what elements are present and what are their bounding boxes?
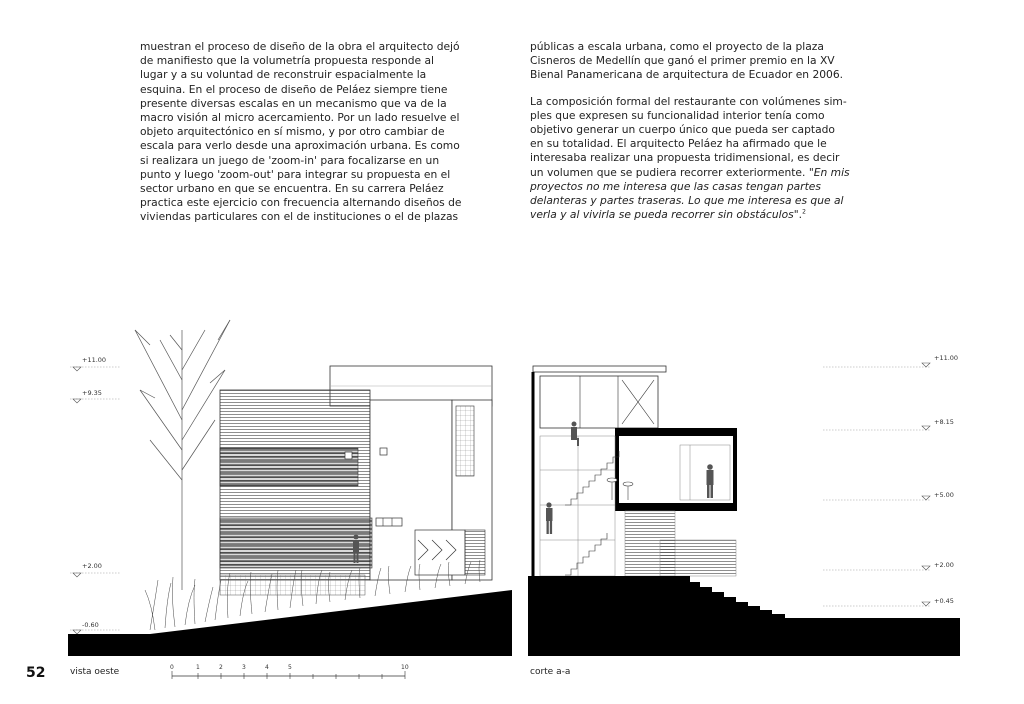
text-line: macro visión al micro acercamiento. Por un lado resuelve el: [140, 111, 460, 125]
level-marker: [70, 621, 120, 634]
scale-label: 0: [170, 664, 174, 671]
text-line: interesaba realizar una propuesta tridimensional, es decir: [530, 151, 840, 165]
text-line: si realizara un juego de 'zoom-in' para focalizarse en un: [140, 153, 440, 167]
text-line: lugar y a su voluntad de reconstruir espacialmente la: [140, 68, 427, 82]
level-label: -0.60: [82, 621, 99, 629]
text-line: ples que expresen su funcionalidad interior tenía como: [530, 108, 825, 122]
level-marker: [70, 562, 120, 577]
level-marker: [823, 561, 954, 570]
quote-text: proyectos no me interesa que las casas tengan partes: [530, 179, 821, 193]
page-number: 52: [26, 665, 46, 681]
text-line: Bienal Panamericana de arquitectura de Ecuador en 2006.: [530, 68, 844, 82]
level-marker: [823, 418, 954, 430]
text-line: escala para verlo desde una aproximación urbana. Es como: [140, 139, 460, 153]
text-line: de manifiesto que la volumetría propuesta responde al: [140, 54, 434, 68]
text-line: sector urbano en que se encuentra. En su carrera Peláez: [140, 182, 444, 196]
text-line: practica este ejercicio con frecuencia alternando diseños de: [140, 196, 462, 210]
tree-drawing: [135, 320, 230, 590]
level-label: +2.00: [934, 561, 954, 569]
text-line: públicas a escala urbana, como el proyecto de la plaza: [530, 40, 824, 53]
text-line: La composición formal del restaurante con volúmenes sim-: [530, 94, 847, 108]
text-line: presente diversas escalas en un mecanismo que va de la: [140, 96, 447, 110]
level-label: +5.00: [934, 491, 954, 499]
level-label: +11.00: [82, 356, 107, 364]
level-marker: [823, 491, 954, 500]
text-line: objetivo generar un cuerpo único que pueda ser captado: [530, 123, 835, 137]
footnote-marker: 2: [802, 208, 806, 216]
ground-fill: [528, 576, 960, 656]
floor-slab: [615, 503, 737, 511]
west-elevation: [68, 320, 512, 656]
level-label: +0.45: [934, 597, 954, 605]
level-label: +9.35: [82, 389, 102, 397]
section-a-a: [528, 354, 960, 656]
ground-fill: [68, 590, 512, 656]
quote-text: verla y al vivirla se pueda recorrer sin obstáculos": [530, 208, 799, 222]
text-line: viviendas particulares con el de instituciones o el de plazas: [140, 210, 459, 224]
text-line: esquina. En el proceso de diseño de Peláez siempre tiene: [140, 82, 448, 96]
level-label: +11.00: [934, 354, 959, 362]
scale-label: 5: [288, 664, 292, 671]
scale-bar: [170, 664, 409, 679]
caption-section: corte a-a: [530, 667, 571, 677]
dense-louvers: [220, 518, 372, 568]
level-marker: [70, 356, 120, 371]
level-marker: [70, 389, 120, 403]
level-label: +8.15: [934, 418, 954, 426]
dense-louvers: [220, 448, 358, 486]
text-line: muestran el proceso de diseño de la obra el arquitecto dejó: [140, 40, 460, 53]
scale-label: 4: [265, 664, 269, 671]
caption-west-elevation: vista oeste: [70, 667, 120, 677]
text-segment: un volumen que se pudiera recorrer exteriormente.: [530, 165, 806, 179]
quote-text: delanteras y partes traseras. Lo que me interesa es que al: [530, 194, 844, 208]
scale-label: 3: [242, 664, 246, 671]
scale-label: 2: [219, 664, 223, 671]
level-label: +2.00: [82, 562, 102, 570]
scale-label: 10: [401, 664, 409, 671]
text-line: punto y luego 'zoom-out' para integrar su propuesta en el: [140, 167, 451, 181]
text-line: en su totalidad. El arquitecto Peláez ha afirmado que le: [530, 137, 827, 151]
text-line: objeto arquitectónico en sí mismo, y por otro cambiar de: [140, 125, 445, 139]
floor-slab: [615, 428, 737, 436]
level-marker: [823, 354, 958, 367]
quote-end: .: [798, 208, 803, 222]
level-marker: [823, 597, 954, 606]
quote-text: "En mis: [808, 165, 850, 179]
scale-label: 1: [196, 664, 200, 671]
person-figure: [707, 464, 714, 498]
text-line: Cisneros de Medellín que ganó el primer premio en la XV: [530, 54, 835, 68]
